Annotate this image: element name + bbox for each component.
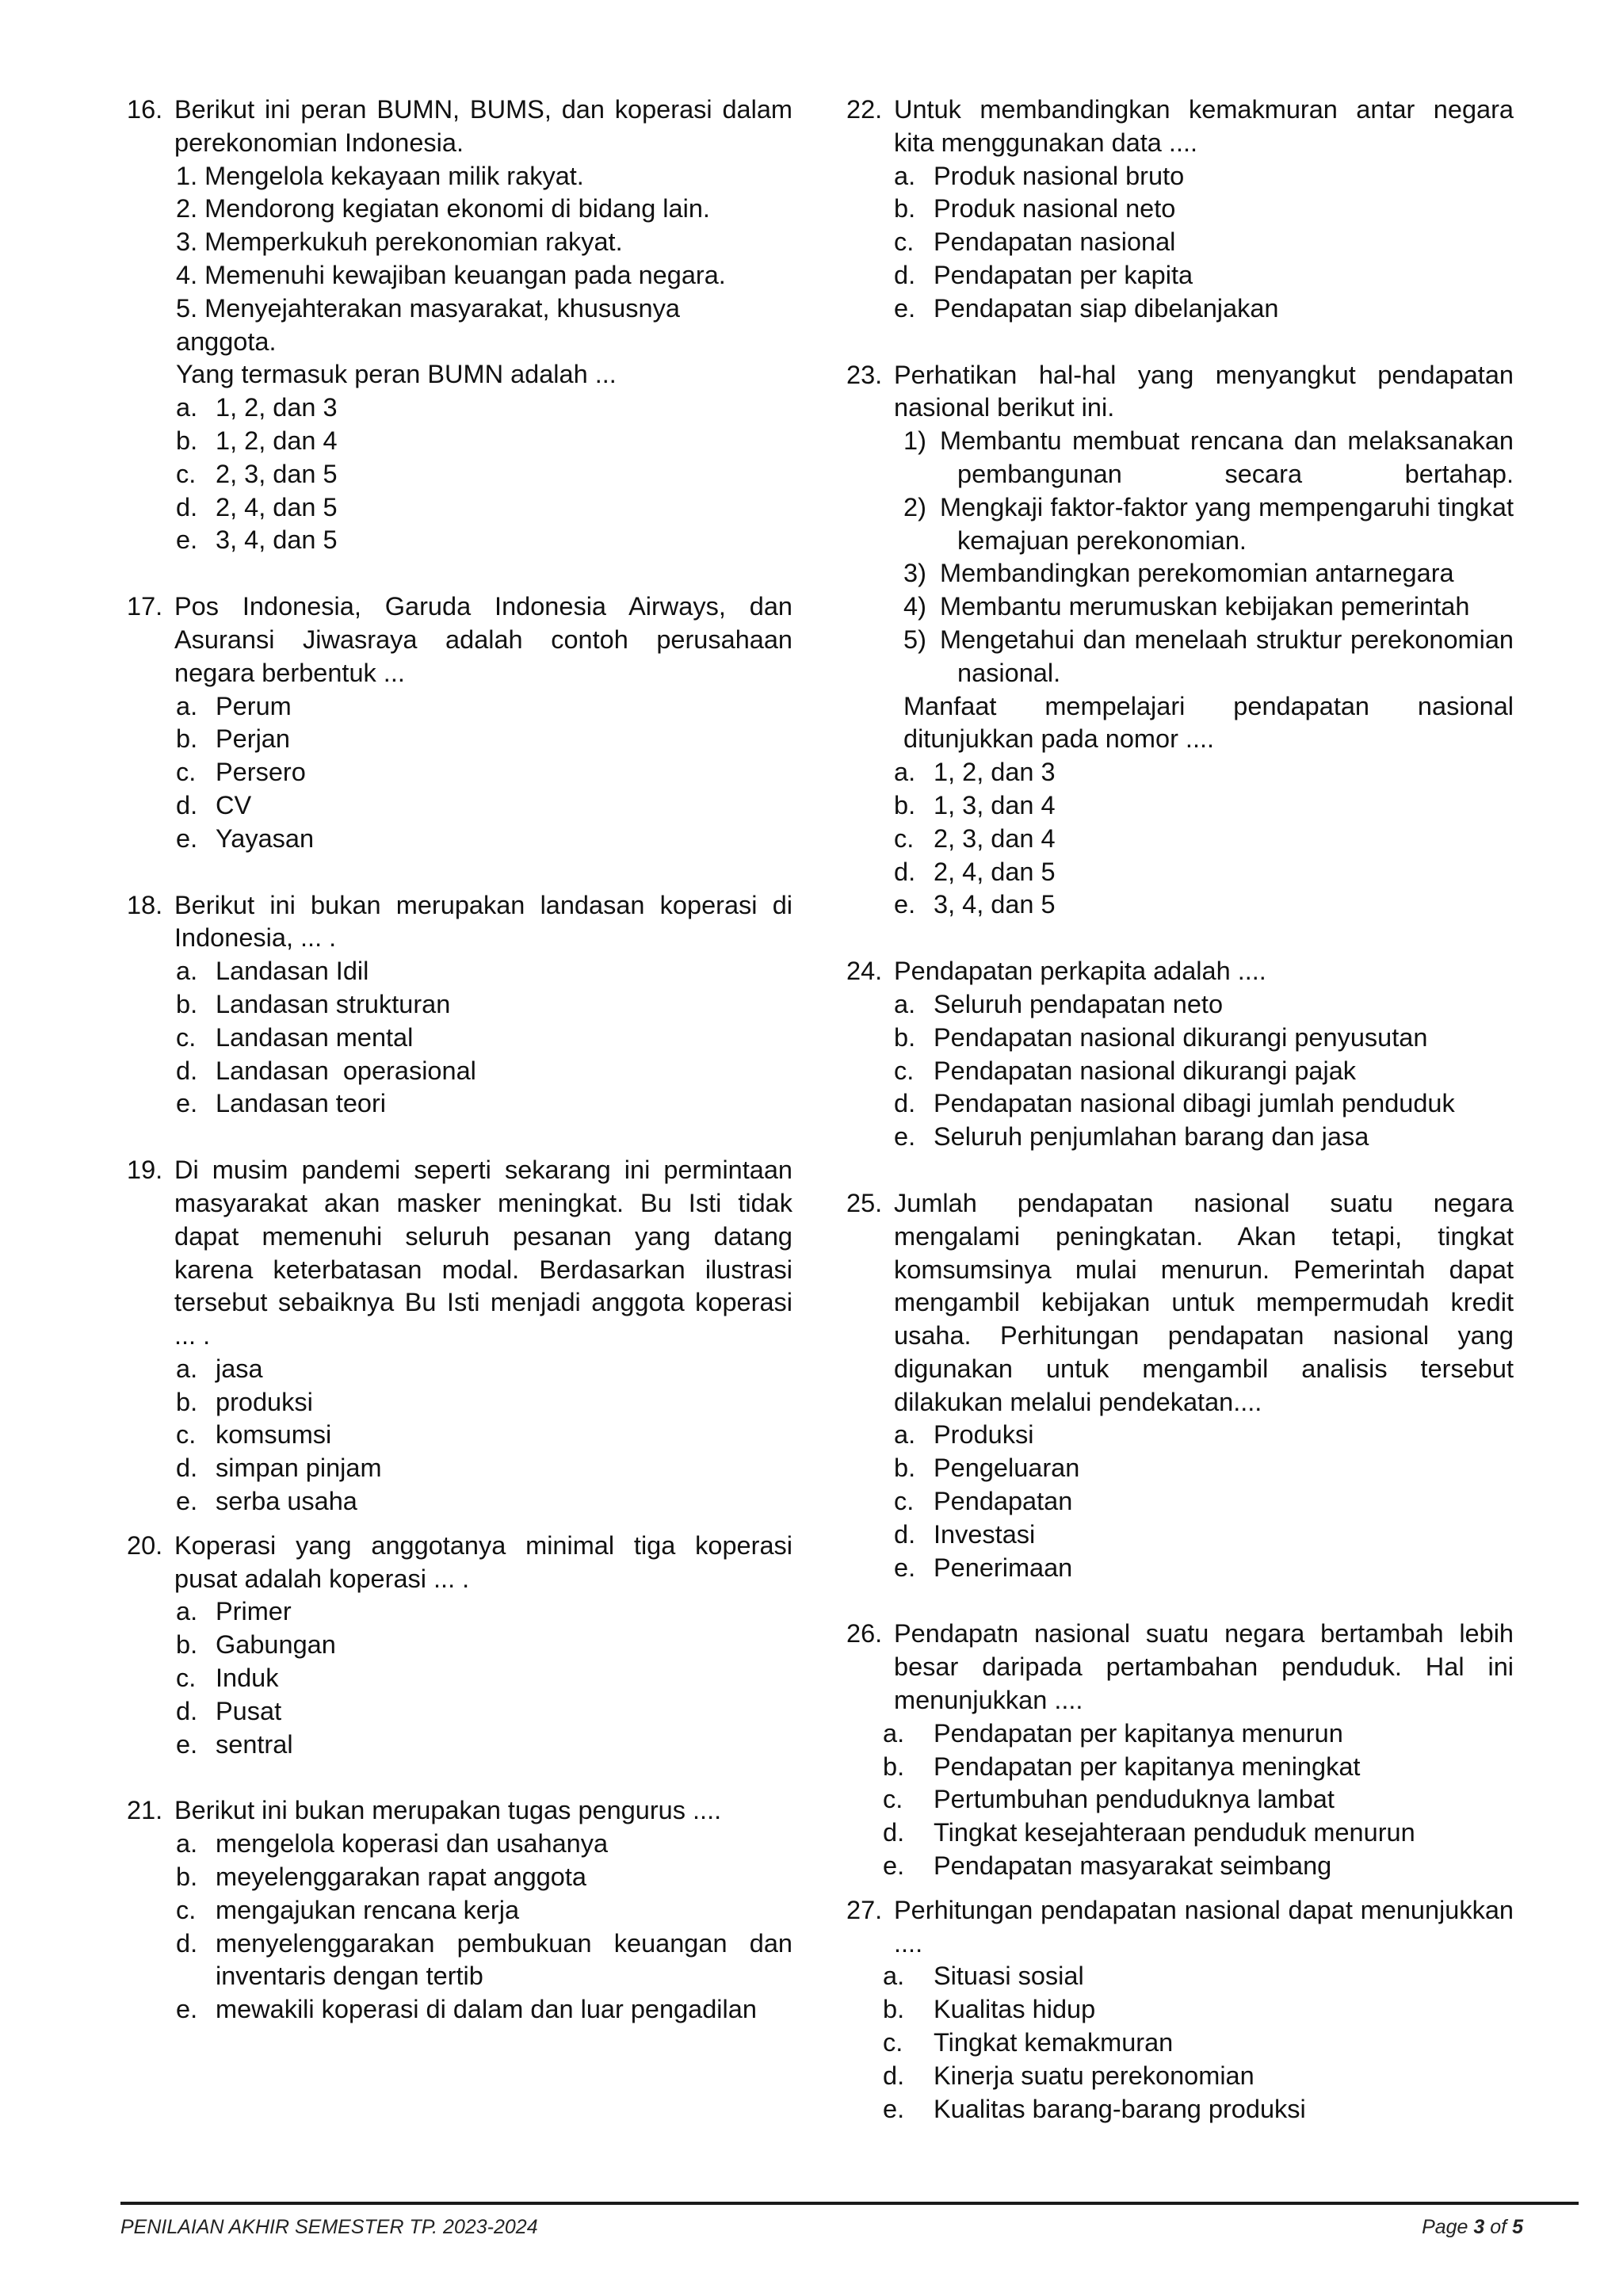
option-text: Pendapatan nasional dikurangi penyusutan	[934, 1022, 1428, 1052]
statement-text: Mengetahui dan menelaah struktur perekonomian nasional.	[940, 625, 1514, 687]
option-label: c.	[883, 2028, 903, 2057]
option-list	[894, 160, 1514, 326]
option-d[interactable]	[894, 1519, 1514, 1552]
question-20	[127, 1530, 792, 1762]
option-text: serba usaha	[216, 1487, 357, 1516]
option-text: Landasan Idil	[216, 957, 369, 986]
option-a[interactable]	[894, 756, 1514, 789]
option-c[interactable]	[894, 1485, 1514, 1519]
option-label: c.	[894, 823, 915, 853]
option-text: simpan pinjam	[216, 1454, 382, 1483]
option-text: Pendapatan masyarakat seimbang	[934, 1851, 1332, 1881]
option-text: meyelenggarakan rapat anggota	[216, 1862, 586, 1892]
option-a[interactable]	[176, 1595, 792, 1629]
option-label: d.	[176, 790, 198, 819]
option-label: b.	[894, 1454, 916, 1483]
option-text: Investasi	[934, 1519, 1036, 1549]
option-label: b.	[176, 1630, 198, 1660]
page-prefix: Page	[1422, 2216, 1468, 2238]
question-23	[846, 359, 1514, 923]
option-b[interactable]	[176, 988, 792, 1022]
question-24	[846, 955, 1514, 1154]
option-text: 1, 3, dan 4	[934, 790, 1056, 819]
question-number: 25.	[846, 1188, 883, 1217]
question-number: 21.	[127, 1796, 163, 1825]
option-b[interactable]	[176, 1629, 792, 1662]
option-e[interactable]	[883, 2093, 1514, 2126]
option-e[interactable]	[894, 888, 1514, 922]
option-label: a.	[176, 1597, 198, 1626]
option-c[interactable]	[894, 1055, 1514, 1088]
question-stem: Pendapatn nasional suatu negara bertambah lebih besar daripada pertambahan penduduk. Hal ini menunjukkan ....	[894, 1619, 1514, 1715]
option-a[interactable]	[176, 392, 792, 425]
footer-title: PENILAIAN AKHIR SEMESTER TP. 2023-2024	[120, 2216, 538, 2238]
option-label: e.	[894, 293, 916, 323]
option-label: d.	[176, 492, 198, 521]
option-b[interactable]	[883, 1751, 1514, 1784]
option-label: d.	[883, 2061, 905, 2090]
option-d[interactable]	[176, 1927, 792, 1994]
option-text: Yayasan	[216, 823, 315, 853]
option-text: Pusat	[216, 1696, 282, 1725]
option-text: Landasan mental	[216, 1022, 414, 1052]
question-17	[127, 590, 792, 855]
option-list	[883, 1960, 1514, 2126]
option-text: komsumsi	[216, 1420, 332, 1450]
question-stem: Berikut ini bukan merupakan tugas pengurus ....	[174, 1796, 722, 1825]
option-label: c.	[894, 1487, 915, 1516]
option-label: c.	[894, 227, 915, 257]
option-label: a.	[883, 1962, 905, 1991]
option-e[interactable]	[176, 1087, 792, 1121]
option-text: sentral	[216, 1729, 293, 1759]
option-d[interactable]	[883, 1817, 1514, 1850]
option-text: mewakili koperasi di dalam dan luar pengadilan	[216, 1995, 757, 2024]
statement-item	[903, 590, 1514, 624]
option-text: Induk	[216, 1664, 279, 1693]
option-label: e.	[176, 525, 198, 555]
option-text: Pendapatan	[934, 1487, 1073, 1516]
question-prompt: Yang termasuk peran BUMN adalah ...	[176, 360, 617, 389]
question-number: 22.	[846, 95, 883, 124]
option-label: b.	[883, 1752, 905, 1781]
statement-text: Membandingkan perekomomian antarnegara	[940, 559, 1454, 588]
question-stem: Berikut ini bukan merupakan landasan koperasi di Indonesia, ... .	[174, 890, 792, 953]
option-text: Pendapatan siap dibelanjakan	[934, 293, 1279, 323]
option-c[interactable]	[176, 458, 792, 491]
option-label: b.	[894, 790, 916, 819]
option-label: b.	[176, 989, 198, 1018]
option-text: menyelenggarakan pembukuan keuangan dan inventaris dengan tertib	[216, 1928, 792, 1991]
option-a[interactable]	[894, 1419, 1514, 1452]
option-label: e.	[883, 2094, 905, 2123]
option-label: b.	[176, 1387, 198, 1416]
statement-label: 3)	[903, 559, 926, 588]
option-text: Situasi sosial	[934, 1962, 1084, 1991]
question-25	[846, 1187, 1514, 1585]
option-label: a.	[176, 1354, 198, 1383]
option-label: a.	[894, 989, 916, 1018]
option-d[interactable]	[176, 491, 792, 525]
option-e[interactable]	[176, 823, 792, 856]
footer-divider	[120, 2202, 1579, 2205]
statement-item: 2. Mendorong kegiatan ekonomi di bidang lain.	[176, 194, 710, 223]
option-label: b.	[894, 194, 916, 223]
option-label: e.	[176, 1089, 198, 1118]
option-label: e.	[176, 1729, 198, 1759]
option-text: Pendapatan per kapitanya menurun	[934, 1718, 1343, 1748]
option-b[interactable]	[883, 1993, 1514, 2027]
option-c[interactable]	[176, 1662, 792, 1695]
question-prompt: Manfaat mempelajari pendapatan nasional ditunjukkan pada nomor ....	[903, 691, 1514, 754]
option-text: Gabungan	[216, 1630, 336, 1660]
page-of: of	[1490, 2216, 1507, 2238]
option-text: CV	[216, 790, 252, 819]
statement-item: 1. Mengelola kekayaan milik rakyat.	[176, 161, 584, 190]
option-label: e.	[894, 1553, 916, 1582]
option-d[interactable]	[894, 1087, 1514, 1121]
question-21	[127, 1794, 792, 2027]
statement-list	[894, 425, 1514, 690]
option-label: d.	[894, 1519, 916, 1549]
option-e[interactable]	[176, 1729, 792, 1762]
option-e[interactable]	[176, 1485, 792, 1519]
option-label: e.	[883, 1851, 905, 1881]
question-16	[127, 94, 792, 557]
option-b[interactable]	[894, 1022, 1514, 1055]
option-b[interactable]	[176, 1861, 792, 1894]
option-label: c.	[176, 459, 197, 488]
option-text: 1, 2, dan 3	[216, 393, 338, 422]
option-label: a.	[883, 1718, 905, 1748]
question-number: 27.	[846, 1895, 883, 1924]
option-a[interactable]	[894, 988, 1514, 1022]
option-list	[174, 1828, 792, 2027]
option-text: mengelola koperasi dan usahanya	[216, 1829, 609, 1859]
option-label: e.	[894, 1122, 916, 1152]
option-label: e.	[176, 1995, 198, 2024]
option-text: 3, 4, dan 5	[216, 525, 338, 555]
statement-label: 1)	[903, 426, 926, 456]
option-c[interactable]	[894, 823, 1514, 856]
option-text: Produk nasional bruto	[934, 161, 1185, 190]
option-text: Landasan teori	[216, 1089, 387, 1118]
option-d[interactable]	[894, 856, 1514, 889]
option-d[interactable]	[176, 1695, 792, 1729]
option-c[interactable]	[176, 756, 792, 789]
option-text: 2, 3, dan 5	[216, 459, 338, 488]
option-b[interactable]	[894, 193, 1514, 226]
option-text: Pendapatan nasional dibagi jumlah penduduk	[934, 1089, 1455, 1118]
statement-item: 4. Memenuhi kewajiban keuangan pada negara.	[176, 260, 726, 289]
question-number: 24.	[846, 957, 883, 986]
statement-label: 4)	[903, 592, 926, 621]
option-a[interactable]	[176, 1353, 792, 1386]
option-label: c.	[894, 1056, 915, 1085]
option-text: Tingkat kesejahteraan penduduk menurun	[934, 1818, 1415, 1847]
option-text: Kualitas barang-barang produksi	[934, 2094, 1306, 2123]
option-label: a.	[176, 691, 198, 720]
option-c[interactable]	[176, 1894, 792, 1927]
question-26	[846, 1618, 1514, 1882]
option-b[interactable]	[894, 789, 1514, 823]
option-text: Pendapatan nasional	[934, 227, 1176, 257]
option-list	[894, 756, 1514, 922]
option-text: produksi	[216, 1387, 313, 1416]
option-text: mengajukan rencana kerja	[216, 1895, 520, 1924]
question-stem: Di musim pandemi seperti sekarang ini permintaan masyarakat akan masker meningkat. Bu Isti tidak dapat memenuhi seluruh pesanan yang datang karena keterbatasan modal. Berdasarkan ilustrasi tersebut sebaiknya Bu Isti menjadi anggota koperasi ... .	[174, 1156, 792, 1350]
option-label: b.	[894, 1022, 916, 1052]
option-label: c.	[176, 1664, 197, 1693]
option-text: Produksi	[934, 1420, 1034, 1450]
option-list	[174, 955, 792, 1121]
option-text: 2, 4, dan 5	[216, 492, 338, 521]
option-text: Tingkat kemakmuran	[934, 2028, 1174, 2057]
option-label: b.	[176, 426, 198, 455]
option-label: a.	[176, 1829, 198, 1859]
question-stem: Koperasi yang anggotanya minimal tiga koperasi pusat adalah koperasi ... .	[174, 1530, 792, 1593]
question-number: 19.	[127, 1156, 163, 1185]
statement-item: 5. Menyejahterakan masyarakat, khususnya anggota.	[176, 293, 680, 356]
option-list	[174, 392, 792, 557]
option-label: b.	[883, 1995, 905, 2024]
option-list	[894, 1419, 1514, 1584]
option-label: a.	[894, 1420, 916, 1450]
option-text: Landasan operasional	[216, 1056, 476, 1085]
option-a[interactable]	[894, 160, 1514, 193]
option-label: d.	[894, 857, 916, 886]
option-text: Seluruh pendapatan neto	[934, 989, 1224, 1018]
option-d[interactable]	[883, 2060, 1514, 2093]
statement-list	[174, 160, 792, 359]
statement-text: Mengkaji faktor-faktor yang mempengaruhi tingkat kemajuan perekonomian.	[940, 492, 1514, 555]
option-a[interactable]	[883, 1960, 1514, 1993]
question-number: 26.	[846, 1619, 883, 1648]
statement-text: Membantu merumuskan kebijakan pemerintah	[940, 592, 1470, 621]
statement-label: 2)	[903, 492, 926, 521]
option-e[interactable]	[176, 524, 792, 557]
option-list	[174, 1353, 792, 1519]
option-text: 2, 3, dan 4	[934, 823, 1056, 853]
option-b[interactable]	[176, 425, 792, 458]
statement-item	[903, 425, 1514, 491]
option-b[interactable]	[176, 1386, 792, 1419]
option-text: Kinerja suatu perekonomian	[934, 2061, 1254, 2090]
question-stem: Jumlah pendapatan nasional suatu negara mengalami peningkatan. Akan tetapi, tingkat komsumsinya mulai menurun. Pemerintah dapat mengambil kebijakan untuk mempermudah kredit usaha. Perhitungan pendapatan nasional yang digunakan untuk mengambil analisis tersebut dilakukan melalui pendekatan....	[894, 1188, 1514, 1416]
option-c[interactable]	[176, 1022, 792, 1055]
statement-text: Membantu membuat rencana dan melaksanakan pembangunan secara bertahap.	[940, 426, 1514, 488]
statement-label: 5)	[903, 625, 926, 654]
option-label: d.	[176, 1928, 198, 1958]
option-label: d.	[176, 1056, 198, 1085]
option-text: 1, 2, dan 4	[216, 426, 338, 455]
option-a[interactable]	[176, 955, 792, 988]
statement-item	[903, 557, 1514, 590]
left-column	[127, 94, 792, 2027]
option-label: e.	[176, 823, 198, 853]
question-18	[127, 889, 792, 1121]
option-text: Landasan strukturan	[216, 989, 451, 1018]
page-current: 3	[1473, 2216, 1485, 2238]
option-c[interactable]	[883, 2027, 1514, 2060]
option-text: Kualitas hidup	[934, 1995, 1096, 2024]
question-number: 23.	[846, 360, 883, 389]
page-total: 5	[1512, 2216, 1523, 2238]
option-label: c.	[176, 758, 197, 787]
option-text: Pertumbuhan penduduknya lambat	[934, 1785, 1335, 1814]
option-e[interactable]	[894, 1552, 1514, 1585]
option-list	[174, 690, 792, 856]
option-list	[174, 1595, 792, 1761]
option-label: e.	[894, 890, 916, 919]
option-text: Perum	[216, 691, 292, 720]
option-text: Produk nasional neto	[934, 194, 1176, 223]
option-text: Primer	[216, 1597, 292, 1626]
option-label: c.	[176, 1022, 197, 1052]
option-b[interactable]	[176, 723, 792, 756]
option-label: d.	[894, 260, 916, 289]
option-label: d.	[883, 1818, 905, 1847]
option-text: 2, 4, dan 5	[934, 857, 1056, 886]
question-22	[846, 94, 1514, 326]
option-text: Pendapatan per kapitanya meningkat	[934, 1752, 1361, 1781]
option-d[interactable]	[894, 259, 1514, 292]
question-number: 18.	[127, 890, 163, 919]
option-a[interactable]	[176, 690, 792, 724]
statement-item: 3. Memperkukuh perekonomian rakyat.	[176, 227, 623, 257]
question-number: 20.	[127, 1530, 163, 1560]
option-list	[883, 1717, 1514, 1883]
option-e[interactable]	[894, 292, 1514, 326]
question-stem: Berikut ini peran BUMN, BUMS, dan koperasi dalam perekonomian Indonesia.	[174, 95, 792, 157]
option-text: 3, 4, dan 5	[934, 890, 1056, 919]
option-c[interactable]	[883, 1783, 1514, 1817]
option-d[interactable]	[176, 789, 792, 823]
option-d[interactable]	[176, 1055, 792, 1088]
option-c[interactable]	[176, 1419, 792, 1452]
option-e[interactable]	[883, 1850, 1514, 1883]
statement-item	[903, 624, 1514, 690]
option-label: a.	[176, 957, 198, 986]
option-text: Seluruh penjumlahan barang dan jasa	[934, 1122, 1369, 1152]
page-number	[1422, 2216, 1523, 2239]
option-label: b.	[176, 724, 198, 754]
right-column	[846, 94, 1514, 2126]
option-text: Perjan	[216, 724, 290, 754]
option-e[interactable]	[176, 1993, 792, 2027]
option-label: c.	[176, 1420, 197, 1450]
question-stem: Perhatikan hal-hal yang menyangkut pendapatan nasional berikut ini.	[894, 360, 1514, 422]
option-label: d.	[176, 1454, 198, 1483]
option-text: Pendapatan nasional dikurangi pajak	[934, 1056, 1357, 1085]
option-text: Penerimaan	[934, 1553, 1073, 1582]
question-number: 16.	[127, 95, 163, 124]
option-c[interactable]	[894, 226, 1514, 259]
option-label: d.	[176, 1696, 198, 1725]
question-stem: Pendapatan perkapita adalah ....	[894, 957, 1266, 986]
question-stem: Untuk membandingkan kemakmuran antar negara kita menggunakan data ....	[894, 95, 1514, 157]
option-list	[894, 988, 1514, 1154]
option-b[interactable]	[894, 1452, 1514, 1485]
question-stem: Pos Indonesia, Garuda Indonesia Airways, dan Asuransi Jiwasraya adalah contoh perusahaan negara berbentuk ...	[174, 592, 792, 687]
option-a[interactable]	[176, 1828, 792, 1861]
statement-item	[903, 491, 1514, 558]
option-label: c.	[176, 1895, 197, 1924]
option-label: e.	[176, 1487, 198, 1516]
option-label: b.	[176, 1862, 198, 1892]
option-text: Pendapatan per kapita	[934, 260, 1193, 289]
option-text: jasa	[216, 1354, 263, 1383]
question-stem: Perhitungan pendapatan nasional dapat menunjukkan ....	[894, 1895, 1514, 1958]
option-a[interactable]	[883, 1717, 1514, 1751]
option-label: d.	[894, 1089, 916, 1118]
option-text: 1, 2, dan 3	[934, 758, 1056, 787]
option-e[interactable]	[894, 1121, 1514, 1154]
option-label: a.	[894, 758, 916, 787]
option-label: a.	[176, 393, 198, 422]
question-number: 17.	[127, 592, 163, 621]
option-text: Pengeluaran	[934, 1454, 1080, 1483]
option-label: a.	[894, 161, 916, 190]
option-d[interactable]	[176, 1452, 792, 1485]
question-19	[127, 1154, 792, 1519]
question-27	[846, 1894, 1514, 2126]
option-label: c.	[883, 1785, 903, 1814]
option-text: Persero	[216, 758, 306, 787]
